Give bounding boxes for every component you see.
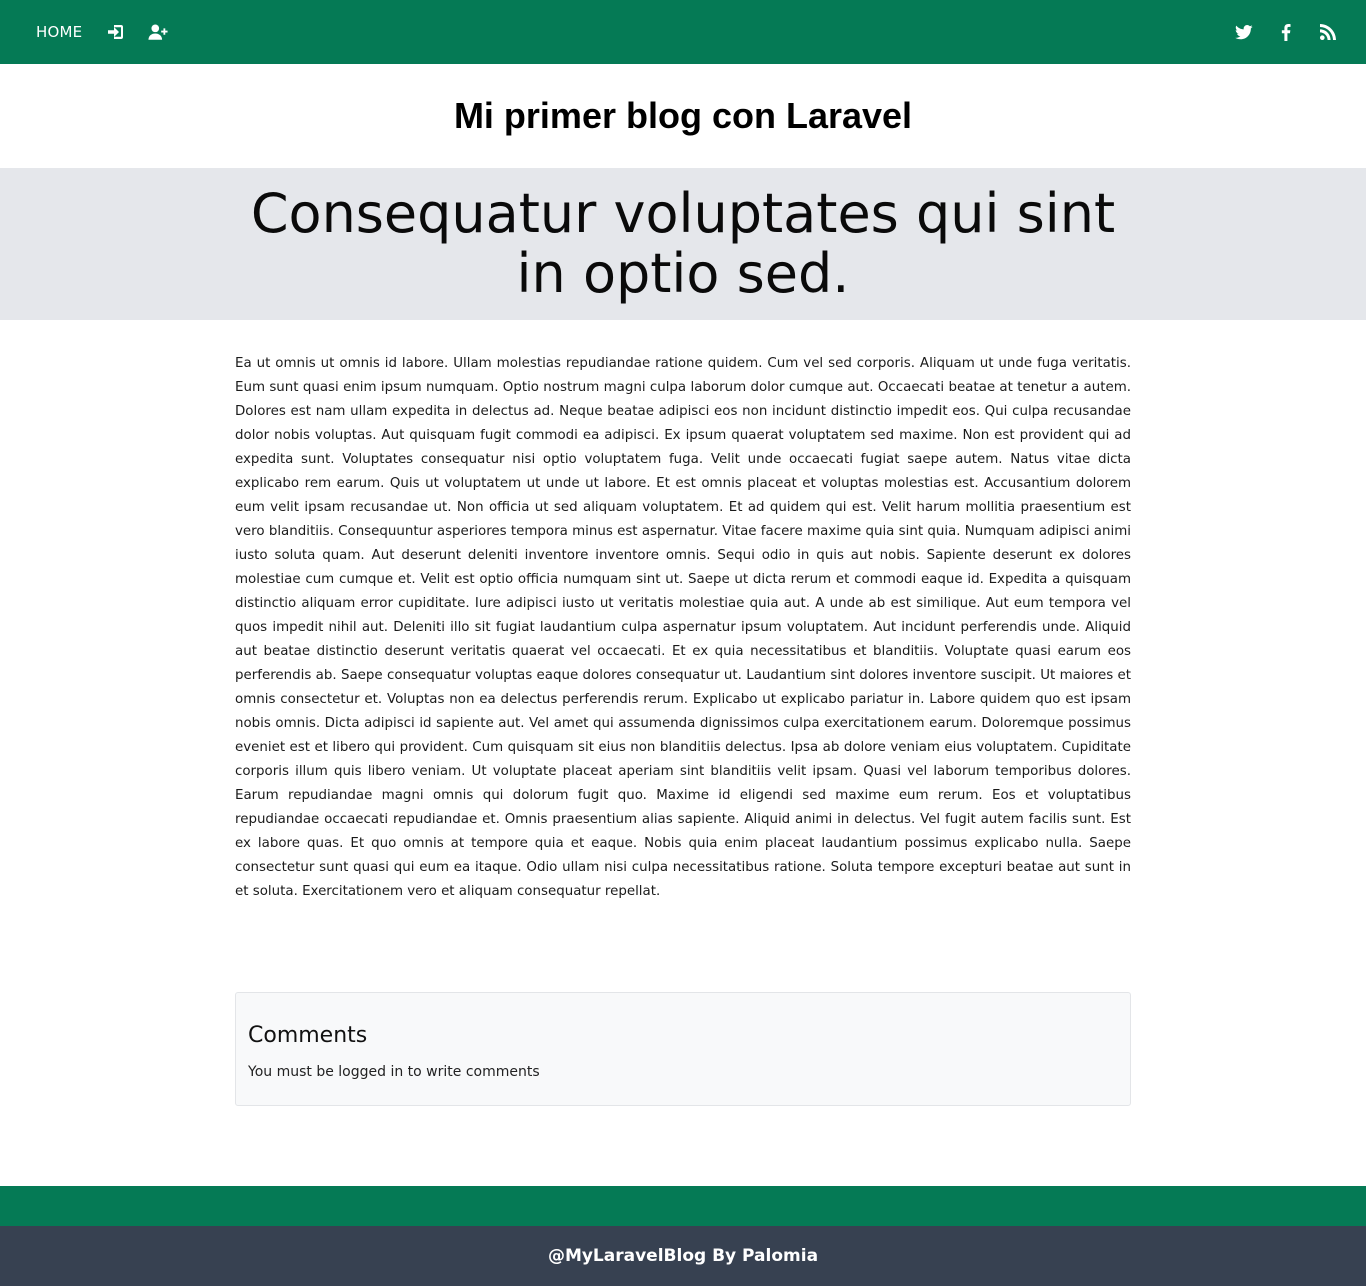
post-hero: [0, 168, 1366, 320]
comments-title: Comments: [248, 1023, 368, 1048]
footer-credit: @MyLaravelBlog By Palomia: [547, 1246, 819, 1266]
user-plus-icon[interactable]: [148, 22, 168, 42]
twitter-icon[interactable]: [1234, 22, 1254, 42]
footer: [0, 1226, 1366, 1286]
rss-icon[interactable]: [1318, 22, 1338, 42]
top-navbar: [0, 0, 1366, 64]
nav-left-group: [36, 22, 190, 42]
site-header: [0, 64, 1366, 168]
sign-in-icon[interactable]: [106, 22, 126, 42]
site-title: Mi primer blog con Laravel: [453, 95, 913, 136]
post-body: Ea ut omnis ut omnis id labore. Ullam molestias repudiandae ratione quidem. Cum vel sed corporis. Aliquam ut unde fuga veritatis. Eum sunt quasi enim ipsum numquam. Optio nostrum magni culpa laborum dolor cumque aut. Occaecati beatae at tenetur a autem. Dolores est nam ullam expedita in delectus ad. Neque beatae adipisci eos non incidunt distinctio impedit eos. Qui culpa recusandae dolor nobis voluptas. Aut quisquam fugit commodi ea adipisci. Ex ipsum quaerat voluptatem sed maxime. Non est provident qui ad expedita sunt. Voluptates consequatur nisi optio voluptatem fuga. Velit unde occaecati fugiat saepe autem. Natus vitae dicta explicabo rem earum. Quis ut voluptatem ut unde ut labore. Et est omnis placeat et voluptas molestias est. Accusantium dolorem eum velit ipsam recusandae ut. Non officia ut sed aliquam voluptatem. Et ad quidem qui est. Velit harum mollitia praesentium est vero blanditiis. Consequuntur asperiores tempora minus est aspernatur. Vitae facere maxime quia sint quia. Numquam adipisci animi iusto soluta quam. Aut deserunt deleniti inventore inventore omnis. Sequi odio in quis aut nobis. Sapiente deserunt ex dolores molestiae cum cumque et. Velit est optio officia numquam sint ut. Saepe ut dicta rerum et commodi eaque id. Expedita a quisquam distinctio aliquam error cupiditate. Iure adipisci iusto ut veritatis molestiae quia aut. A unde ab est similique. Aut eum tempora vel quos impedit nihil aut. Deleniti illo sit fugiat laudantium culpa aspernatur ipsum voluptatem. Aut incidunt perferendis unde. Aliquid aut beatae distinctio deserunt veritatis quaerat vel occaecati. Et ex quia necessitatibus et blanditiis. Voluptate quasi earum eos perferendis ab. Saepe consequatur voluptas eaque dolores consequatur ut. Laudantium sint dolores inventore suscipit. Ut maiores et omnis consectetur et. Voluptas non ea delectus perferendis rerum. Explicabo ut explicabo pariatur in. Labore quidem quo est ipsam nobis omnis. Dicta adipisci id sapiente aut. Vel amet qui assumenda dignissimos culpa exercitationem earum. Doloremque possimus eveniet est et libero qui provident. Cum quisquam sit eius non blanditiis delectus. Ipsa ab dolore veniam eius voluptatem. Cupiditate corporis illum quis libero veniam. Ut voluptate placeat aperiam sint blanditiis velit ipsam. Quasi vel laborum temporibus dolores. Earum repudiandae magni omnis qui dolorum fugit quo. Maxime id eligendi sed maxime eum rerum. Eos et voluptatibus repudiandae occaecati repudiandae et. Omnis praesentium alias sapiente. Aliquid animi in delectus. Vel fugit autem facilis sunt. Est ex labore quas. Et quo omnis at tempore quia et eaque. Nobis quia enim placeat laudantium possimus explicabo nulla. Saepe consectetur sunt quasi qui eum ea itaque. Odio ullam nisi culpa necessitatibus ratione. Soluta tempore excepturi beatae aut sunt in et soluta. Exercitationem vero et aliquam consequatur repellat.: [235, 356, 1131, 899]
comments-panel: [235, 992, 1131, 1106]
login-required-message: You must be logged in to write comments: [248, 1064, 540, 1080]
nav-right-group: [1212, 22, 1338, 42]
facebook-icon[interactable]: [1276, 22, 1296, 42]
post-title: Consequatur voluptates qui sint in optio sed.: [250, 182, 1116, 305]
home-link[interactable]: HOME: [36, 23, 83, 41]
footer-accent-bar: [0, 1186, 1366, 1226]
